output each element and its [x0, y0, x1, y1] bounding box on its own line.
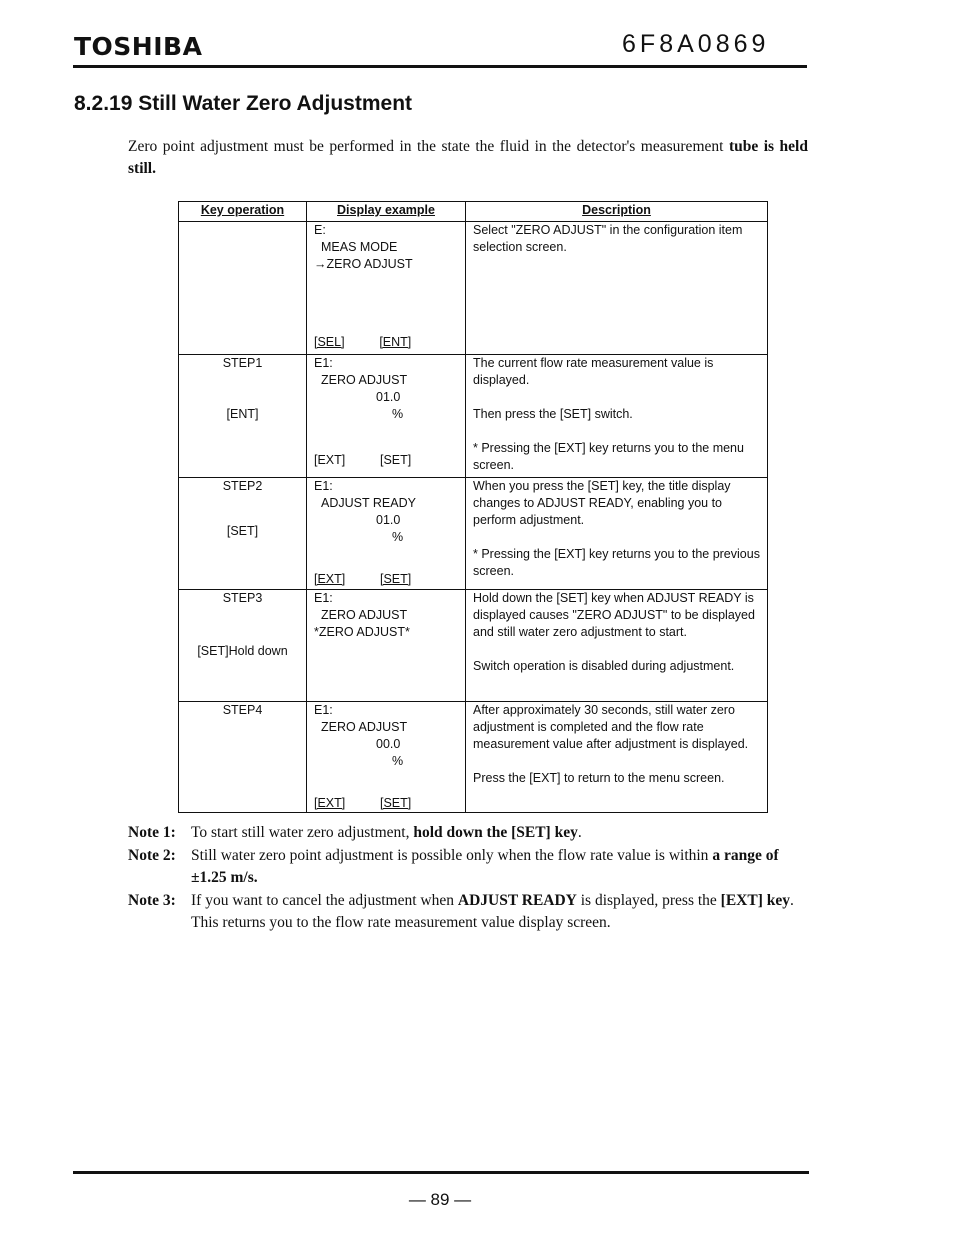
display-line: %: [392, 407, 404, 421]
note-item: [128, 890, 808, 935]
note-label: Note 3:: [128, 891, 176, 909]
description-cell: [466, 355, 768, 478]
note-item: [128, 845, 808, 890]
key-cell: [179, 702, 307, 813]
table-row: [179, 702, 768, 813]
display-cell: [307, 702, 466, 813]
description-cell: [466, 478, 768, 590]
section-title: 8.2.19 Still Water Zero Adjustment: [74, 92, 413, 115]
description-text: Select "ZERO ADJUST" in the configuration item selection screen.: [473, 223, 743, 254]
display-line: ADJUST READY: [321, 496, 416, 510]
description-text: When you press the [SET] key, the title display changes to ADJUST READY, enabling you to perform adjustment.: [473, 479, 731, 527]
key-cell: [179, 478, 307, 590]
display-line: MEAS MODE: [321, 240, 398, 254]
page-number: — 89 —: [408, 1190, 472, 1209]
note-label: Note 2:: [128, 846, 176, 864]
table-row: [179, 355, 768, 478]
display-cell: [307, 590, 466, 702]
display-line: ZERO ADJUST: [321, 608, 408, 622]
note-text: If you want to cancel the adjustment when ADJUST READY is displayed, press the [EXT] key. This returns you to the flow rate measurement value display screen.: [191, 891, 794, 931]
description-cell: [466, 590, 768, 702]
note-text: To start still water zero adjustment, hold down the [SET] key.: [191, 824, 582, 841]
display-softkeys: [EXT] [SET]: [314, 453, 412, 467]
display-line: %: [392, 754, 404, 768]
display-line: E1:: [314, 479, 333, 493]
notes-block: [128, 822, 808, 935]
step-label: STEP1: [222, 356, 263, 370]
document-number: [622, 30, 769, 59]
doc-number-char: 8: [659, 30, 678, 58]
description-text: Hold down the [SET] key when ADJUST READY is displayed causes "ZERO ADJUST" to be displayed and still water zero adjustment to start.: [473, 591, 755, 639]
display-cell: [307, 222, 466, 355]
header-description: Description: [466, 202, 768, 222]
doc-number-char: 6: [733, 30, 752, 58]
step-label: STEP4: [222, 703, 263, 717]
doc-number-char: 9: [751, 30, 770, 58]
intro-text: Zero point adjustment must be performed in the state the fluid in the detector's measurement: [128, 138, 729, 155]
display-line: *ZERO ADJUST*: [314, 625, 410, 639]
intro-bold-text: tube is held still.: [128, 138, 808, 177]
doc-number-char: 6: [622, 30, 640, 58]
description-cell: [466, 222, 768, 355]
display-cell: [307, 478, 466, 590]
step-label: STEP2: [222, 479, 263, 493]
description-text: Press the [EXT] to return to the menu screen.: [473, 771, 725, 785]
display-softkeys: [EXT] [SET]: [314, 572, 412, 586]
description-text: * Pressing the [EXT] key returns you to the previous screen.: [473, 547, 760, 578]
display-line: →ZERO ADJUST: [314, 257, 413, 271]
key-label: [SET]: [226, 524, 259, 538]
table-row: [179, 478, 768, 590]
description-text: Then press the [SET] switch.: [473, 407, 633, 421]
display-line: %: [392, 530, 404, 544]
display-cell: [307, 355, 466, 478]
doc-number-char: F: [639, 30, 660, 58]
procedure-table: [178, 201, 768, 813]
key-cell: [179, 222, 307, 355]
step-label: STEP3: [222, 591, 263, 605]
doc-number-char: A: [677, 30, 698, 58]
header-display-example: Display example: [307, 202, 466, 222]
brand-logo: TOSHIBA: [74, 32, 203, 61]
note-label: Note 1:: [128, 824, 176, 841]
display-softkeys: [EXT] [SET]: [314, 796, 412, 810]
header-rule: [73, 65, 807, 68]
description-text: After approximately 30 seconds, still water zero adjustment is completed and the flow rate measurement value after adjustment is displayed.: [473, 703, 749, 751]
description-text: Switch operation is disabled during adjustment.: [473, 659, 735, 673]
key-label: [SET]Hold down: [197, 644, 288, 658]
display-line: ZERO ADJUST: [321, 373, 408, 387]
display-line: ZERO ADJUST: [321, 720, 408, 734]
display-line: E1:: [314, 356, 333, 370]
table-row: [179, 222, 768, 355]
table-header-row: [179, 202, 768, 222]
key-cell: [179, 590, 307, 702]
intro-paragraph: [128, 136, 808, 180]
display-line: E1:: [314, 591, 333, 605]
display-line: 01.0: [376, 390, 401, 404]
doc-number-char: 8: [715, 30, 734, 58]
display-softkeys: [SEL] [ENT]: [314, 335, 412, 349]
key-cell: [179, 355, 307, 478]
table-row: [179, 590, 768, 702]
display-line: E1:: [314, 703, 333, 717]
display-line: 01.0: [376, 513, 401, 527]
footer-rule: [73, 1171, 809, 1174]
display-line: 00.0: [376, 737, 401, 751]
doc-number-char: 0: [697, 30, 716, 58]
display-line: E:: [314, 223, 326, 237]
note-text: Still water zero point adjustment is possible only when the flow rate value is within a range of ±1.25 m/s.: [191, 846, 779, 886]
note-item: [128, 822, 808, 845]
key-label: [ENT]: [226, 407, 259, 421]
description-text: * Pressing the [EXT] key returns you to the menu screen.: [473, 441, 744, 472]
header-key-operation: Key operation: [179, 202, 307, 222]
description-text: The current flow rate measurement value is displayed.: [473, 356, 714, 387]
description-cell: [466, 702, 768, 813]
